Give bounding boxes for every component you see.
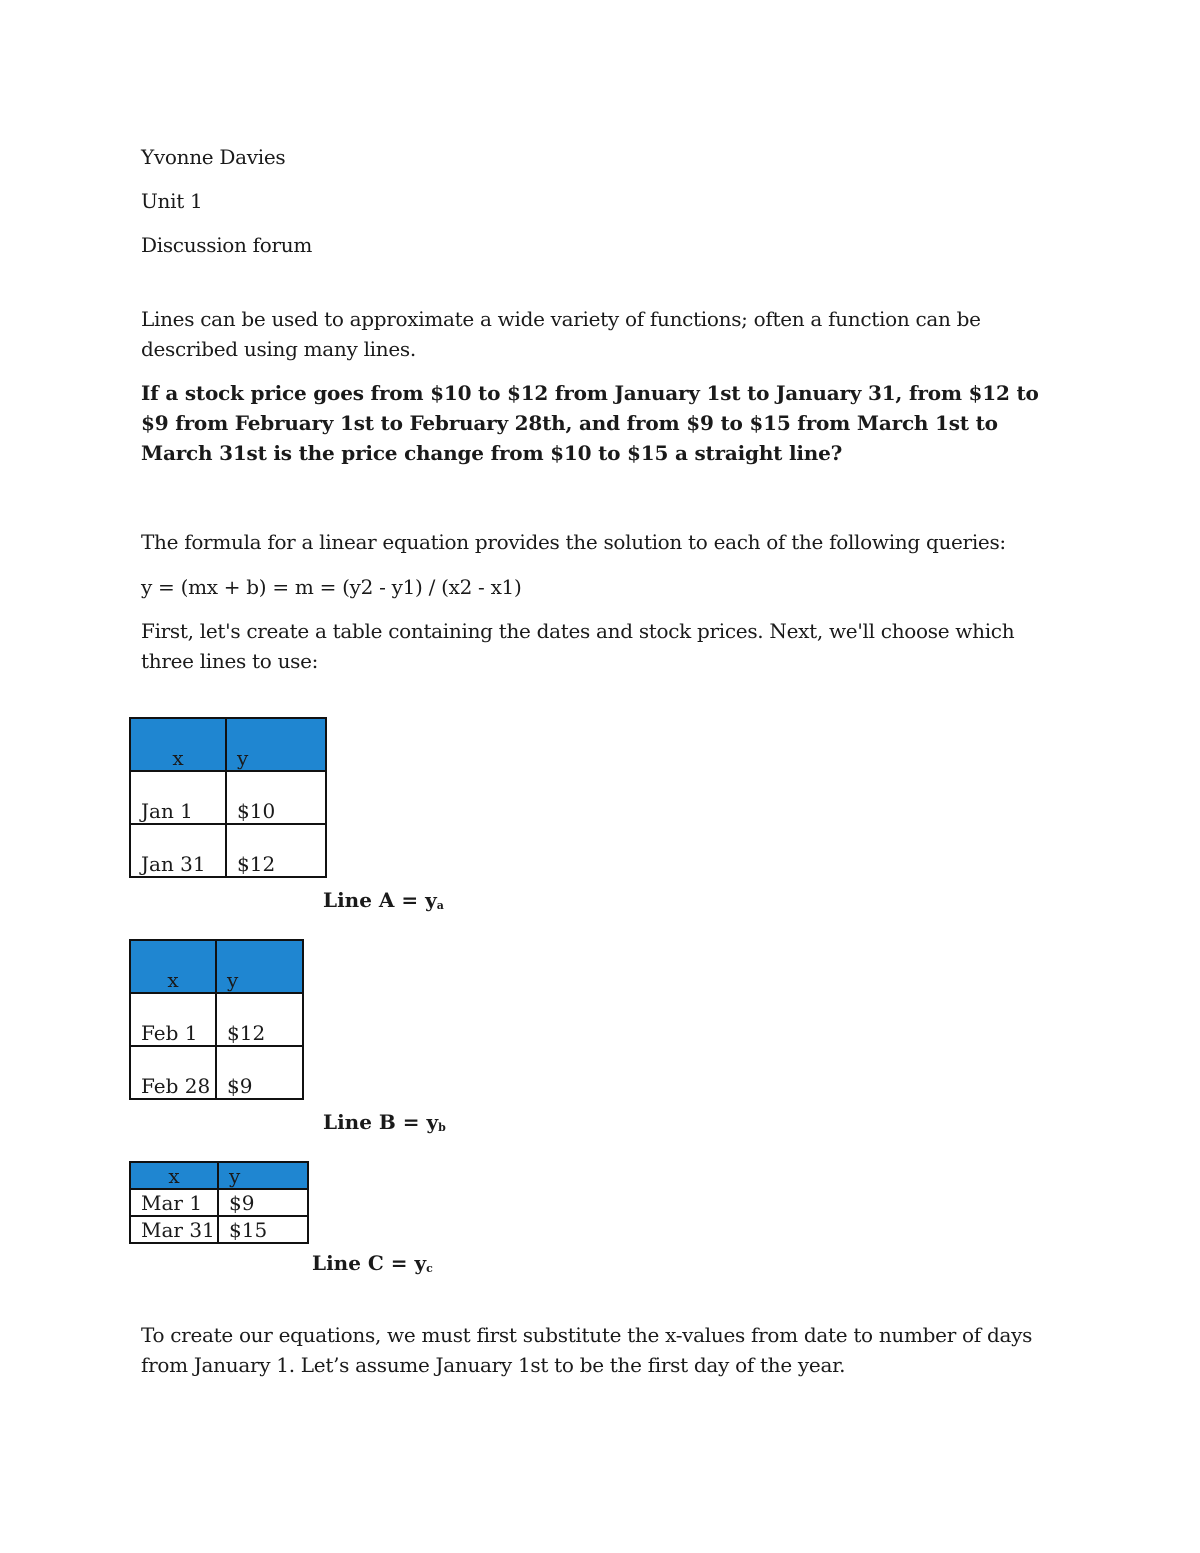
header-x: x: [130, 718, 226, 771]
cell-y: $9: [218, 1189, 308, 1216]
table-line-b: [129, 939, 304, 1100]
table-row: [130, 771, 326, 824]
cell-y: $9: [216, 1046, 303, 1099]
cell-x: Feb 1: [130, 993, 216, 1046]
forum-label: Discussion forum: [141, 233, 313, 257]
table-row: [130, 1216, 308, 1243]
table-header-row: [130, 718, 326, 771]
question-paragraph: If a stock price goes from $10 to $12 from January 1st to January 31, from $12 to $9 from February 1st to February 28th, and from $9 to $15 from March 1st to March 31st is the price change from $10 to $15 a straight line?: [141, 381, 1039, 465]
formula: y = (mx + b) = m = (y2 - y1) / (x2 - x1): [141, 575, 522, 599]
table-line-a: [129, 717, 327, 878]
unit-label: Unit 1: [141, 189, 203, 213]
table-row: [130, 1189, 308, 1216]
table-row: [130, 1046, 303, 1099]
header-x: x: [130, 940, 216, 993]
table-intro: First, let's create a table containing the dates and stock prices. Next, we'll choose which three lines to use:: [141, 619, 1015, 673]
line-a-label: Line $A = y_a$: [323, 888, 444, 912]
header-y: y: [216, 940, 303, 993]
cell-x: Mar 31: [130, 1216, 218, 1243]
cell-x: Jan 1: [130, 771, 226, 824]
cell-y: $12: [226, 824, 326, 877]
author-name: Yvonne Davies: [141, 145, 286, 169]
header-y: y: [218, 1162, 308, 1189]
cell-x: Mar 1: [130, 1189, 218, 1216]
table-row: [130, 824, 326, 877]
cell-y: $15: [218, 1216, 308, 1243]
cell-x: Jan 31: [130, 824, 226, 877]
formula-intro: The formula for a linear equation provides the solution to each of the following queries:: [141, 530, 1006, 554]
table-line-c: [129, 1161, 309, 1244]
cell-x: Feb 28: [130, 1046, 216, 1099]
line-c-label: Line $C = y_c$: [312, 1251, 433, 1275]
table-header-row: [130, 940, 303, 993]
table-row: [130, 993, 303, 1046]
closing-paragraph: To create our equations, we must first substitute the x-values from date to number of days from January 1. Let’s assume January 1st to be the first day of the year.: [141, 1323, 1033, 1377]
header-x: x: [130, 1162, 218, 1189]
header-y: y: [226, 718, 326, 771]
table-header-row: [130, 1162, 308, 1189]
intro-paragraph: Lines can be used to approximate a wide variety of functions; often a function can be described using many lines.: [141, 307, 981, 361]
cell-y: $10: [226, 771, 326, 824]
line-b-label: Line $B = y_b$: [323, 1110, 446, 1134]
cell-y: $12: [216, 993, 303, 1046]
